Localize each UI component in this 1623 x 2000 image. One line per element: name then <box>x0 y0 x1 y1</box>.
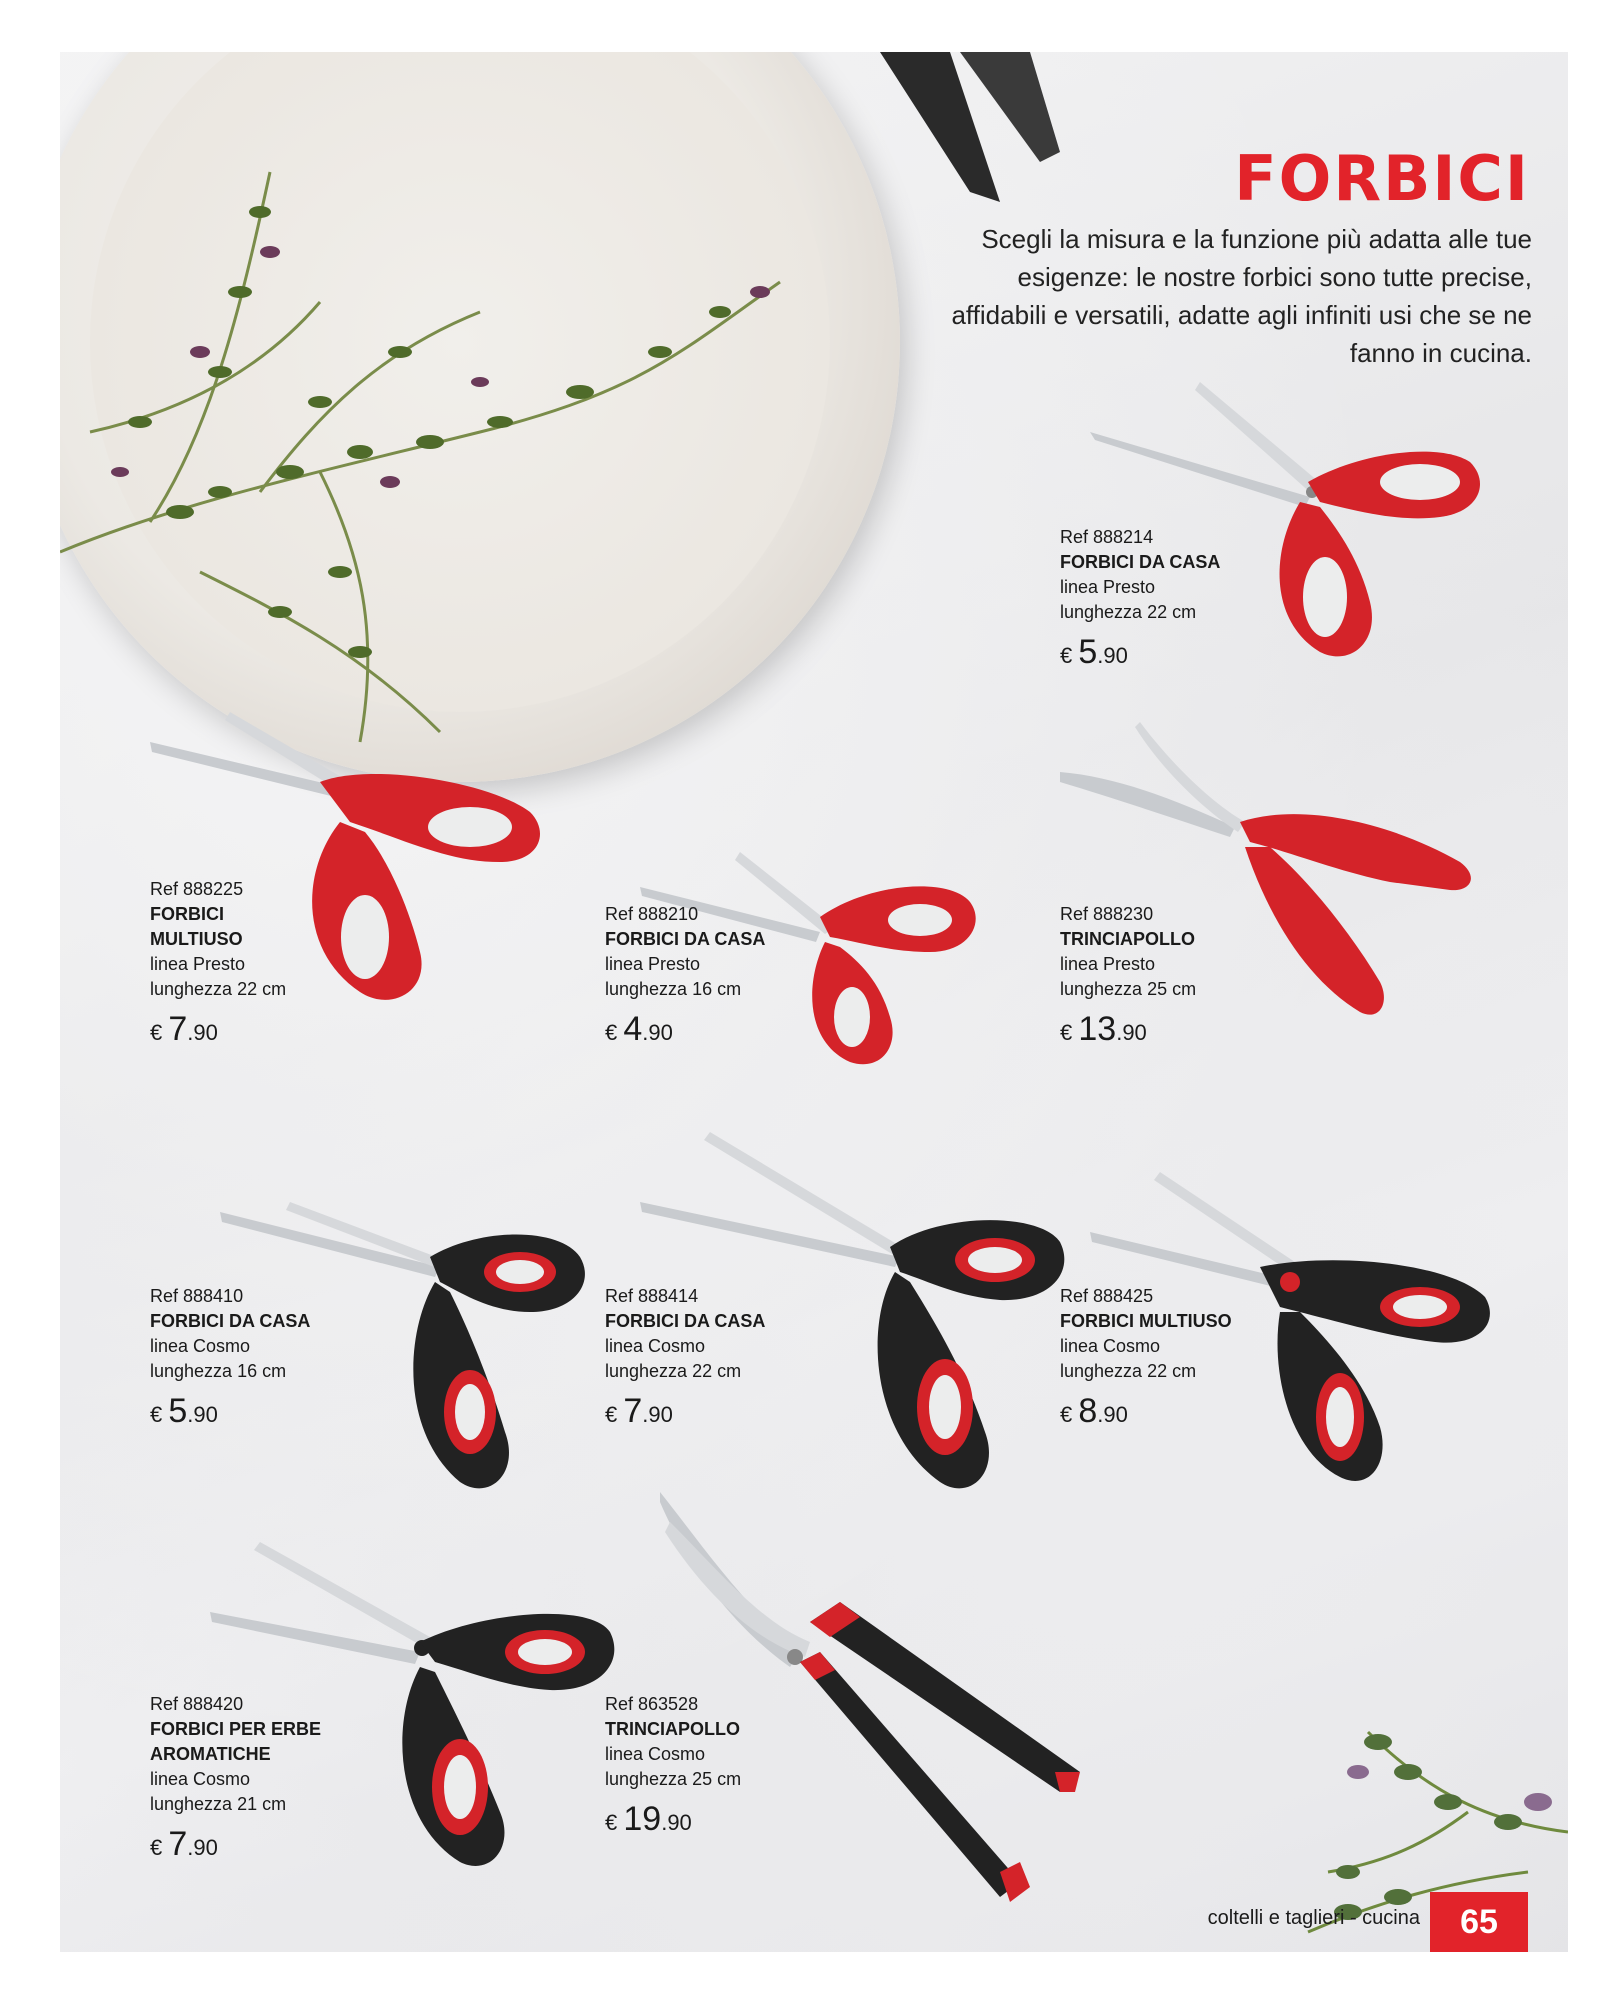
product-line: linea Cosmo <box>150 1769 251 1789</box>
price-integer: 4 <box>623 1010 643 1048</box>
product-line: linea Cosmo <box>605 1744 706 1764</box>
price-decimal: .90 <box>1097 643 1128 668</box>
section-footer-label: coltelli e taglieri - cucina <box>1207 1907 1420 1929</box>
product-price <box>605 1802 741 1840</box>
product-ref: Ref 863528 <box>605 1694 699 1714</box>
product-price <box>1060 1394 1232 1432</box>
product-name: FORBICI DA CASA <box>150 1311 311 1331</box>
price-currency: € <box>150 1835 163 1860</box>
product-name: FORBICI MULTIUSO <box>1060 1311 1232 1331</box>
product-price <box>1060 1012 1196 1050</box>
price-currency: € <box>1060 1402 1073 1427</box>
product-ref: Ref 888420 <box>150 1694 244 1714</box>
product-ref: Ref 888425 <box>1060 1286 1154 1306</box>
price-decimal: .90 <box>1097 1402 1128 1427</box>
product-888225 <box>150 877 350 1050</box>
product-line: linea Presto <box>605 954 701 974</box>
price-decimal: .90 <box>642 1402 673 1427</box>
price-currency: € <box>1060 1020 1073 1045</box>
product-888210 <box>605 902 765 1050</box>
price-decimal: .90 <box>642 1020 673 1045</box>
price-currency: € <box>150 1020 163 1045</box>
product-name: FORBICI DA CASA <box>605 929 766 949</box>
page-title: FORBICI <box>1234 142 1530 215</box>
price-integer: 7 <box>168 1825 188 1863</box>
product-length: lunghezza 22 cm <box>150 979 287 999</box>
price-currency: € <box>605 1810 618 1835</box>
product-line: linea Cosmo <box>1060 1336 1161 1356</box>
product-length: lunghezza 25 cm <box>605 1769 742 1789</box>
product-name: FORBICI DA CASA <box>605 1311 766 1331</box>
price-currency: € <box>150 1402 163 1427</box>
product-price <box>605 1012 765 1050</box>
product-name: FORBICI PER ERBE AROMATICHE <box>150 1719 322 1764</box>
product-price <box>605 1394 765 1432</box>
product-line: linea Cosmo <box>605 1336 706 1356</box>
product-ref: Ref 888230 <box>1060 904 1154 924</box>
product-name: FORBICI DA CASA <box>1060 552 1221 572</box>
thyme-herbs-image <box>60 52 860 772</box>
price-integer: 19 <box>623 1800 662 1838</box>
product-ref: Ref 888410 <box>150 1286 244 1306</box>
product-888425 <box>1060 1284 1232 1432</box>
intro-text: Scegli la misura e la funzione più adatta alle tue esigenze: le nostre forbici sono tutte precise, affidabili e versatili, adatte agli infiniti usi che se ne fanno in cucina. <box>951 224 1532 368</box>
price-decimal: .90 <box>1116 1020 1147 1045</box>
product-888230 <box>1060 902 1196 1050</box>
page-number-badge: 65 <box>1430 1892 1528 1952</box>
product-ref: Ref 888214 <box>1060 527 1154 547</box>
product-name: TRINCIAPOLLO <box>605 1719 740 1739</box>
product-888410 <box>150 1284 310 1432</box>
product-ref: Ref 888225 <box>150 879 244 899</box>
product-ref: Ref 888414 <box>605 1286 699 1306</box>
price-currency: € <box>605 1402 618 1427</box>
price-integer: 13 <box>1078 1010 1117 1048</box>
product-line: linea Cosmo <box>150 1336 251 1356</box>
product-length: lunghezza 16 cm <box>605 979 742 999</box>
price-integer: 5 <box>168 1392 188 1430</box>
product-length: lunghezza 16 cm <box>150 1361 287 1381</box>
product-line: linea Presto <box>1060 577 1156 597</box>
price-decimal: .90 <box>187 1835 218 1860</box>
knife-tip-image <box>880 52 1060 212</box>
catalog-page <box>60 52 1568 1952</box>
product-863528 <box>605 1692 741 1840</box>
product-ref: Ref 888210 <box>605 904 699 924</box>
product-price <box>150 1827 340 1865</box>
product-price <box>1060 635 1220 673</box>
product-line: linea Presto <box>150 954 246 974</box>
product-length: lunghezza 22 cm <box>1060 602 1197 622</box>
price-currency: € <box>605 1020 618 1045</box>
product-name: FORBICI MULTIUSO <box>150 904 243 949</box>
price-decimal: .90 <box>187 1402 218 1427</box>
product-length: lunghezza 22 cm <box>1060 1361 1197 1381</box>
product-line: linea Presto <box>1060 954 1156 974</box>
price-currency: € <box>1060 643 1073 668</box>
product-888214 <box>1060 525 1220 673</box>
price-decimal: .90 <box>661 1810 692 1835</box>
product-price <box>150 1012 350 1050</box>
price-decimal: .90 <box>187 1020 218 1045</box>
product-length: lunghezza 21 cm <box>150 1794 287 1814</box>
price-integer: 8 <box>1078 1392 1098 1430</box>
product-length: lunghezza 25 cm <box>1060 979 1197 999</box>
price-integer: 7 <box>168 1010 188 1048</box>
price-integer: 7 <box>623 1392 643 1430</box>
product-888414 <box>605 1284 765 1432</box>
product-price <box>150 1394 310 1432</box>
product-888420 <box>150 1692 340 1865</box>
product-name: TRINCIAPOLLO <box>1060 929 1195 949</box>
price-integer: 5 <box>1078 633 1098 671</box>
product-length: lunghezza 22 cm <box>605 1361 742 1381</box>
